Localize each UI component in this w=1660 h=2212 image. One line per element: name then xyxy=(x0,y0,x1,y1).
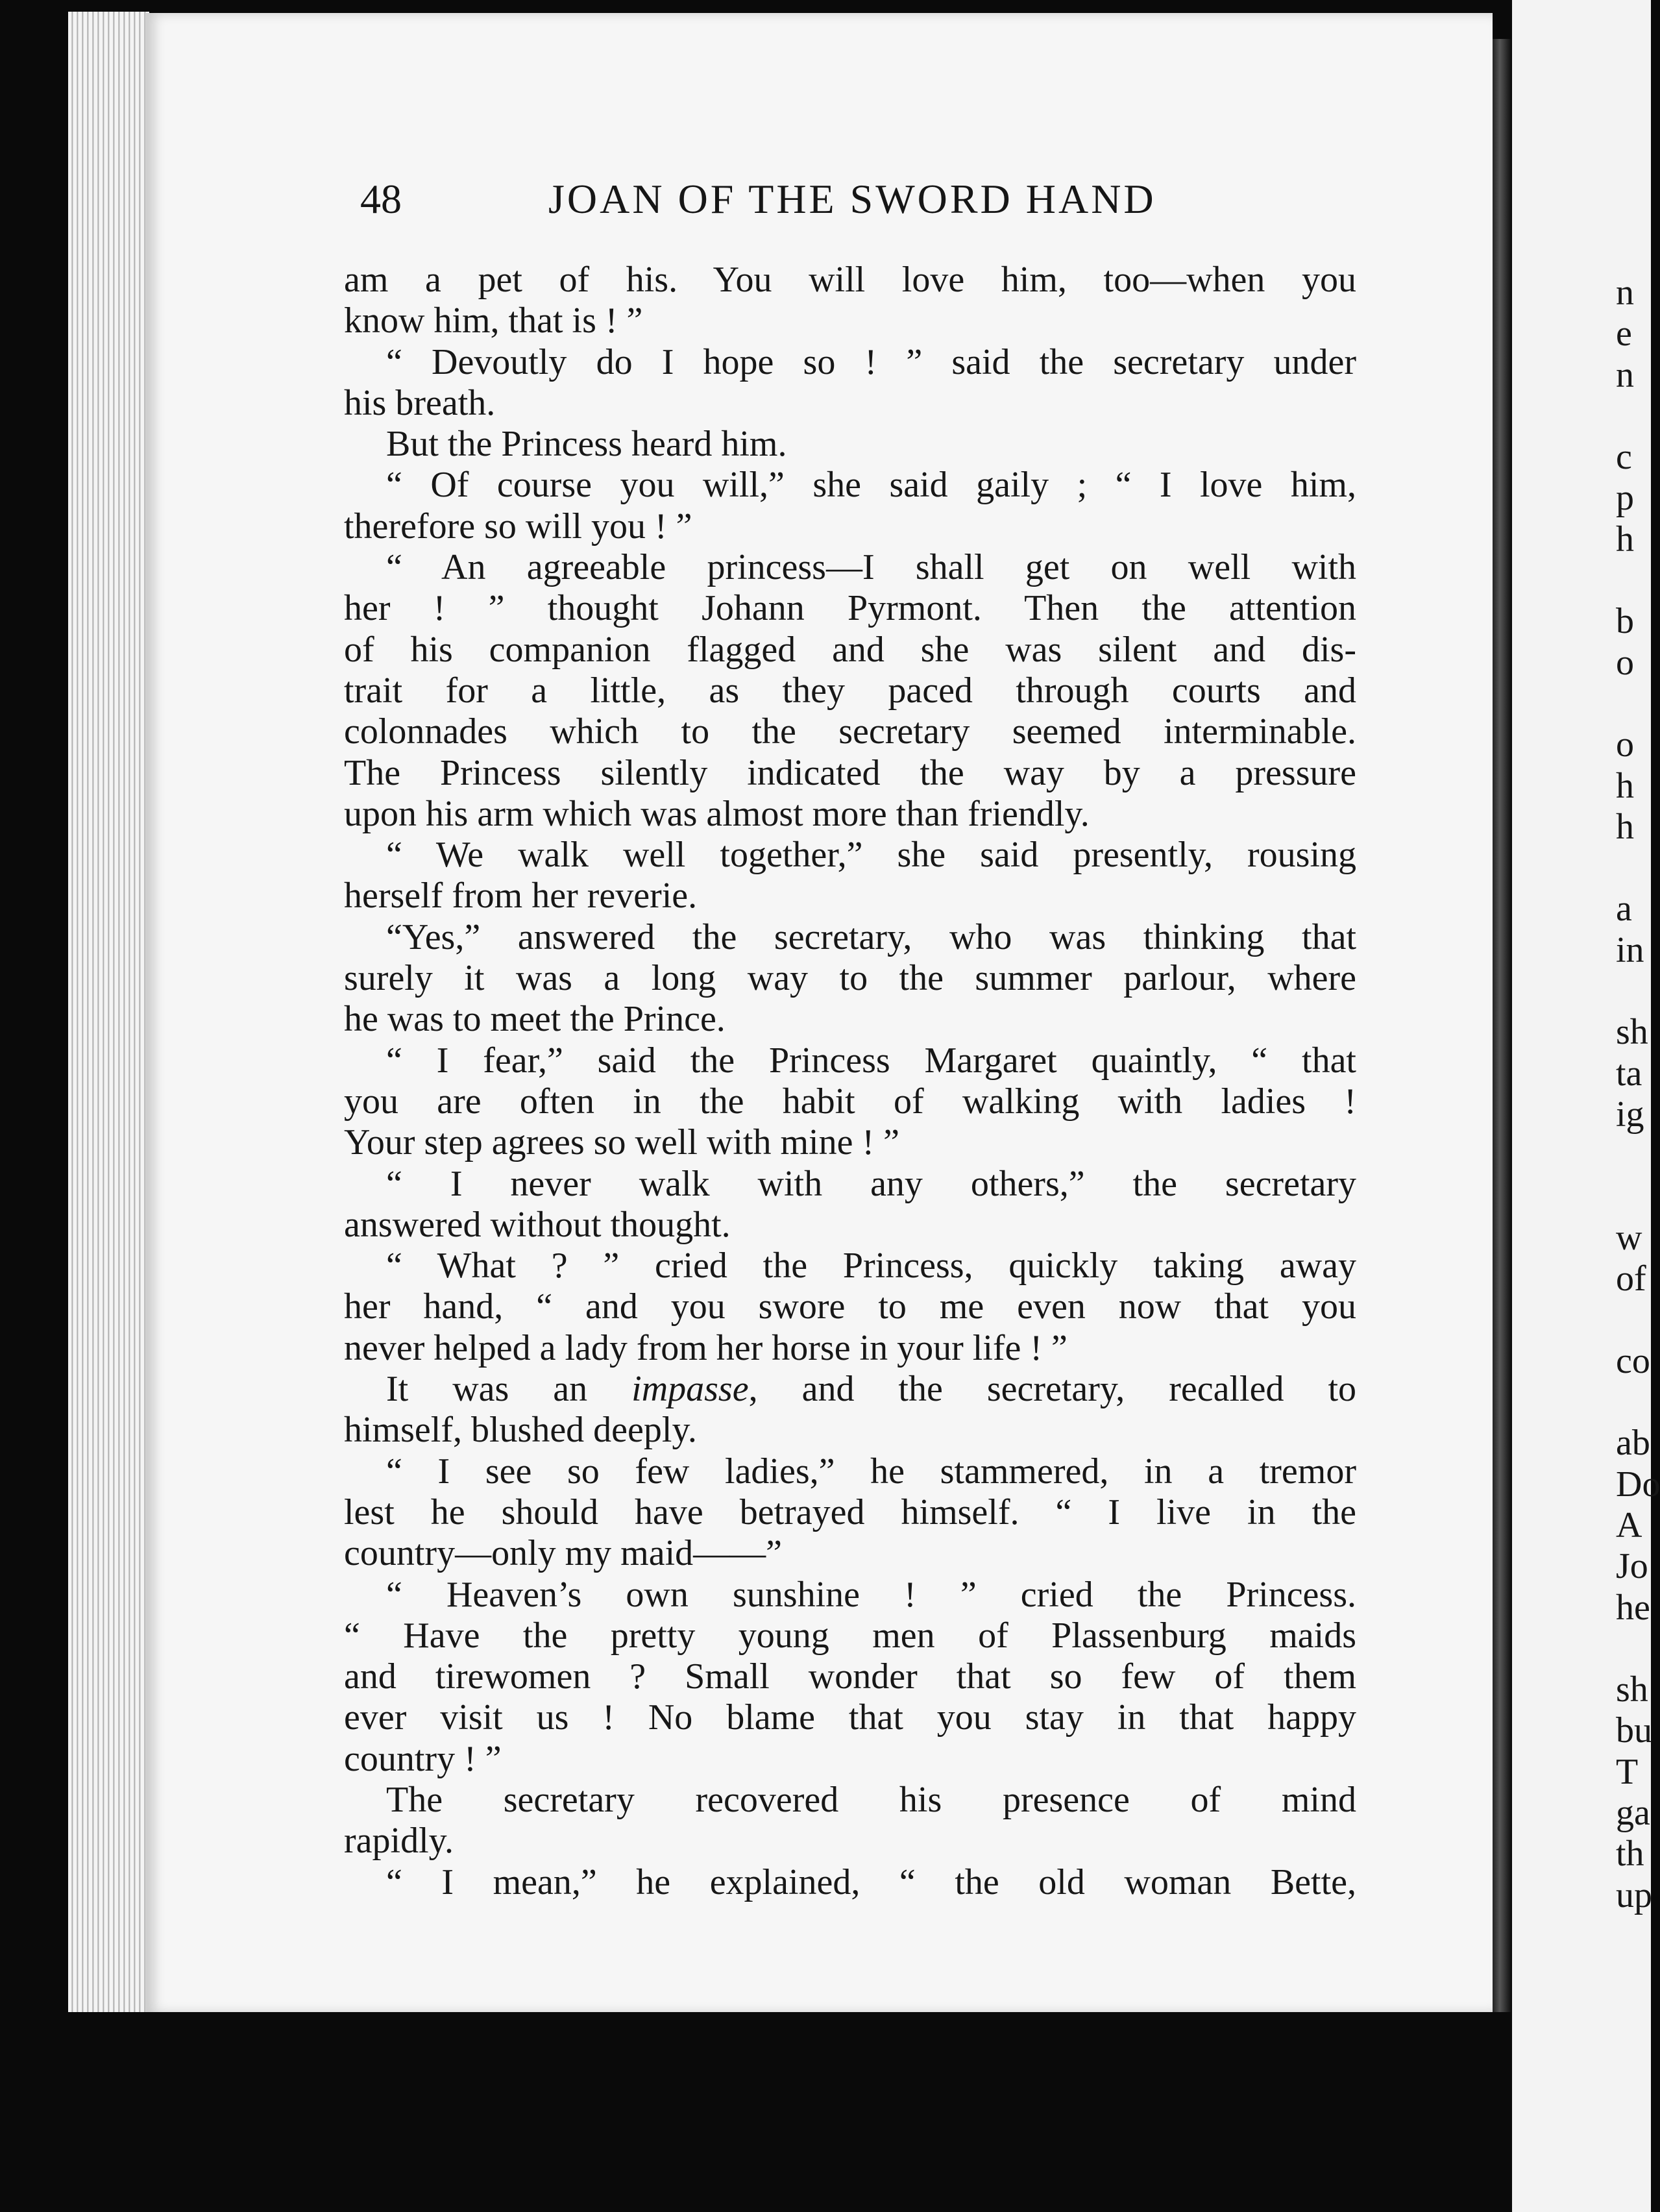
facing-line: Jo xyxy=(1616,1546,1648,1587)
text-line: her ! ” thought Johann Pyrmont. Then the attention xyxy=(344,588,1356,629)
facing-line: in xyxy=(1616,929,1644,970)
text-line: “ What ? ” cried the Princess, quickly taking away xyxy=(386,1246,1356,1286)
facing-page-text xyxy=(1616,273,1660,1916)
text-line: “ Have the pretty young men of Plassenburg maids xyxy=(344,1615,1356,1656)
facing-line: c xyxy=(1616,437,1632,478)
facing-line: w xyxy=(1616,1217,1642,1258)
facing-line xyxy=(1616,1135,1660,1176)
facing-line: a xyxy=(1616,889,1632,929)
facing-line: n xyxy=(1616,273,1634,313)
facing-line: ga xyxy=(1616,1792,1650,1833)
facing-line: p xyxy=(1616,478,1634,519)
text-line: “Yes,” answered the secretary, who was thinking that xyxy=(386,916,1356,957)
text-line: know him, that is ! ” xyxy=(344,301,643,341)
text-line: surely it was a long way to the summer parlour, where xyxy=(344,958,1356,999)
facing-line xyxy=(1616,683,1660,724)
text-line: and tirewomen ? Small wonder that so few of them xyxy=(344,1656,1356,1697)
facing-line: Do xyxy=(1616,1464,1660,1505)
facing-line xyxy=(1616,396,1660,437)
facing-line xyxy=(1616,1177,1660,1218)
facing-line: n xyxy=(1616,354,1634,395)
facing-line: h xyxy=(1616,806,1634,847)
facing-line: ta xyxy=(1616,1053,1642,1094)
facing-line xyxy=(1616,848,1660,889)
text-line: “ We walk well together,” she said presently, rousing xyxy=(386,835,1356,876)
facing-line: o xyxy=(1616,642,1634,683)
facing-line: T xyxy=(1616,1751,1639,1792)
text-line: his breath. xyxy=(344,382,496,423)
text-line: “ An agreeable princess—I shall get on well with xyxy=(386,547,1356,588)
text-line: country—only my maid——” xyxy=(344,1533,783,1574)
text-line: answered without thought. xyxy=(344,1204,731,1245)
text-line: her hand, “ and you swore to me even now that you xyxy=(344,1286,1356,1327)
text-line: “ I never walk with any others,” the secretary xyxy=(386,1163,1356,1204)
book-gutter xyxy=(1493,39,1511,2025)
text-line: upon his arm which was almost more than friendly. xyxy=(344,793,1090,834)
text-line: lest he should have betrayed himself. “ I live in the xyxy=(344,1492,1356,1532)
text-line: himself, blushed deeply. xyxy=(344,1410,697,1451)
facing-line: b xyxy=(1616,601,1634,642)
text-line: he was to meet the Prince. xyxy=(344,999,726,1040)
facing-line: sh xyxy=(1616,1012,1648,1053)
text-line: you are often in the habit of walking with ladies ! xyxy=(344,1081,1356,1122)
text-line: “ I mean,” he explained, “ the old woman Bette, xyxy=(386,1862,1356,1902)
text-line: The Princess silently indicated the way by a pressure xyxy=(344,752,1356,793)
facing-line: ig xyxy=(1616,1094,1644,1135)
page-header xyxy=(360,175,1379,234)
text-line: Your step agrees so well with mine ! ” xyxy=(344,1122,899,1163)
text-line: “ Devoutly do I hope so ! ” said the secretary under xyxy=(386,341,1356,382)
facing-line: th xyxy=(1616,1834,1644,1874)
text-line: never helped a lady from her horse in your life ! ” xyxy=(344,1327,1068,1368)
text-line: The secretary recovered his presence of mind xyxy=(386,1779,1356,1820)
text-line: “ I fear,” said the Princess Margaret quaintly, “ that xyxy=(386,1040,1356,1081)
text-line: rapidly. xyxy=(344,1821,454,1862)
text-line: country ! ” xyxy=(344,1738,502,1779)
text-line: “ Of course you will,” she said gaily ; “ I love him, xyxy=(386,465,1356,506)
facing-line: he xyxy=(1616,1587,1650,1628)
facing-line xyxy=(1616,971,1660,1012)
text-line: trait for a little, as they paced through courts and xyxy=(344,670,1356,711)
body-text xyxy=(344,260,1356,1903)
running-title: JOAN OF THE SWORD HAND xyxy=(548,176,1156,222)
facing-line: h xyxy=(1616,765,1634,806)
facing-line: o xyxy=(1616,724,1634,765)
facing-line: sh xyxy=(1616,1669,1648,1710)
facing-line: co xyxy=(1616,1340,1650,1381)
scan-background xyxy=(0,2012,1512,2212)
facing-line: bu xyxy=(1616,1710,1652,1751)
text-line: colonnades which to the secretary seemed interminable. xyxy=(344,711,1356,752)
facing-line xyxy=(1616,1299,1660,1340)
book-page-edges xyxy=(68,12,149,2037)
facing-line: h xyxy=(1616,519,1634,559)
facing-line xyxy=(1616,560,1660,601)
text-line: It was an impasse, and the secretary, recalled to xyxy=(386,1369,1357,1410)
text-line: But the Princess heard him. xyxy=(386,424,787,465)
facing-line: e xyxy=(1616,313,1632,354)
facing-line: up xyxy=(1616,1874,1652,1915)
facing-line: ab xyxy=(1616,1423,1650,1464)
text-line: of his companion flagged and she was silent and dis- xyxy=(344,629,1356,670)
facing-line xyxy=(1616,1382,1660,1423)
text-line: “ Heaven’s own sunshine ! ” cried the Princess. xyxy=(386,1574,1356,1615)
facing-line: A xyxy=(1616,1505,1642,1545)
text-line: herself from her reverie. xyxy=(344,876,698,916)
text-line: therefore so will you ! ” xyxy=(344,506,692,547)
text-line: am a pet of his. You will love him, too—when you xyxy=(344,260,1356,300)
text-line: “ I see so few ladies,” he stammered, in a tremor xyxy=(386,1451,1356,1492)
page-number: 48 xyxy=(360,176,402,222)
facing-line xyxy=(1616,1628,1660,1669)
facing-line: of xyxy=(1616,1259,1646,1299)
text-line: ever visit us ! No blame that you stay in that happy xyxy=(344,1697,1356,1738)
